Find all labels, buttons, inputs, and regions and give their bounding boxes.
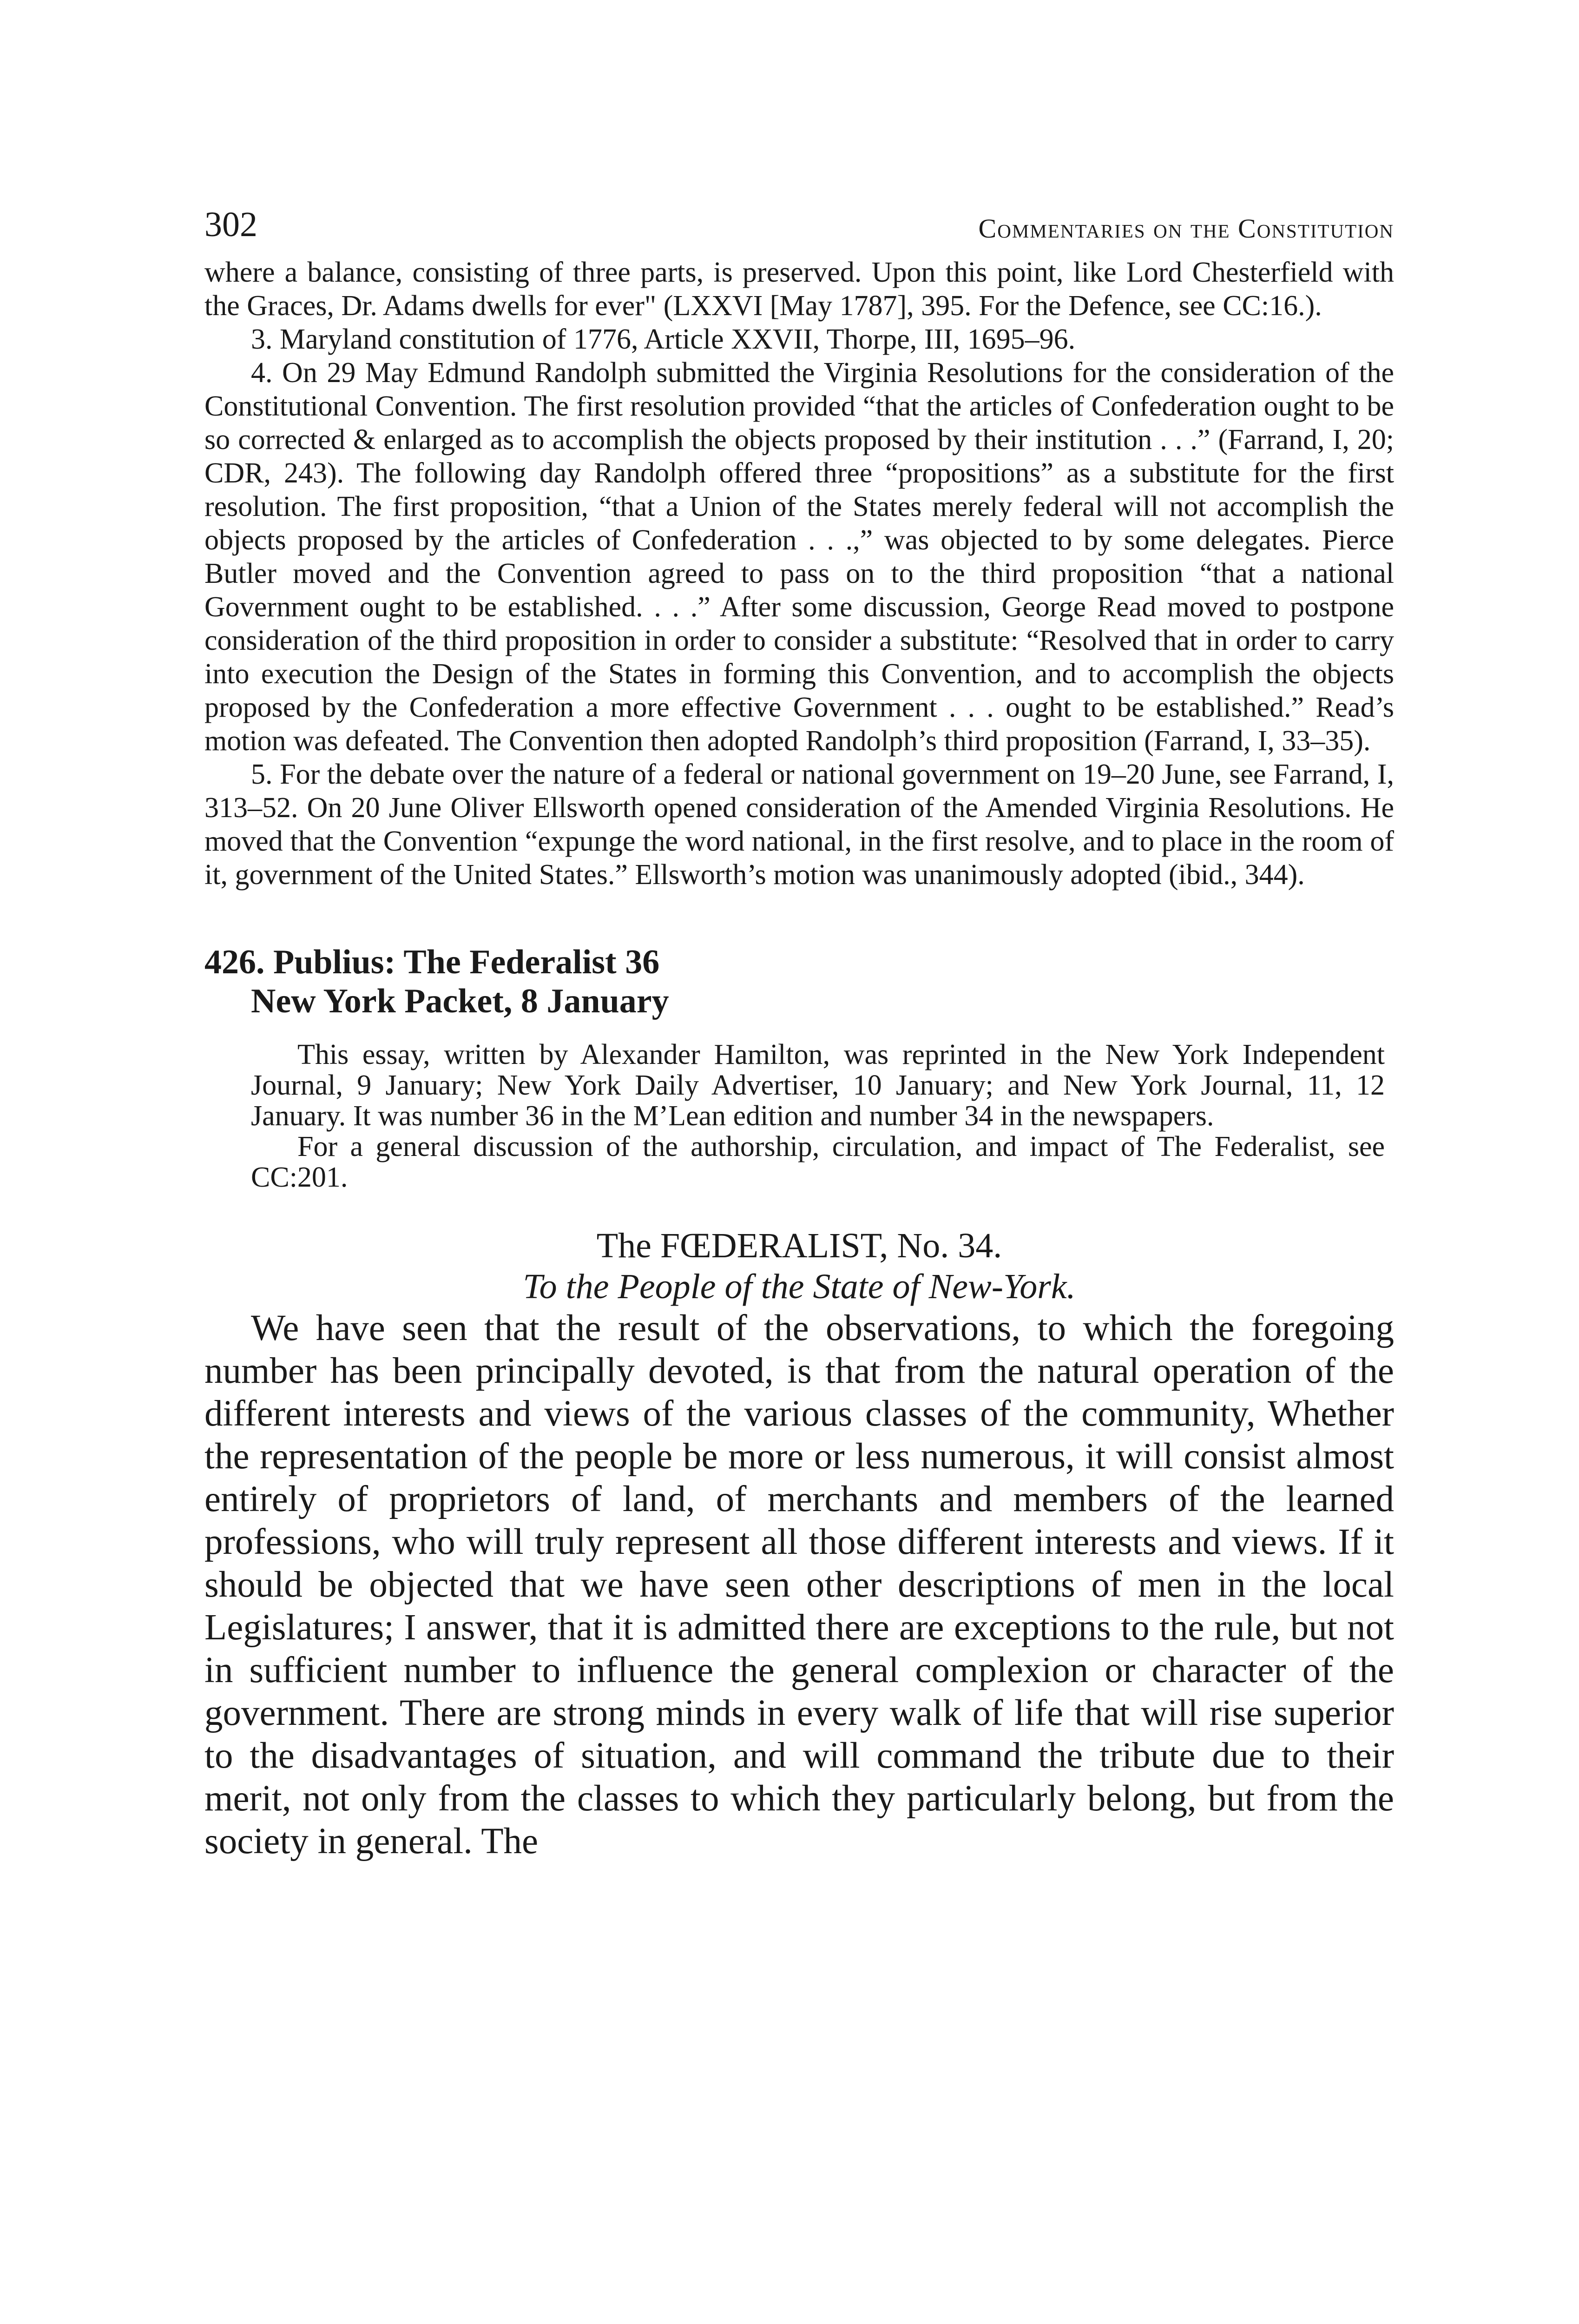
endnotes (204, 256, 1394, 891)
essay-heading-source: New York Packet, 8 January (251, 982, 669, 1020)
headnote-paragraph-2: For a general discussion of the authorship, circulation, and impact of The Federalist, see CC:201. (251, 1131, 1385, 1193)
note-4: 4. On 29 May Edmund Randolph submitted the Virginia Resolutions for the consideration of the Constitutional Convention. The first resolution provided “that the articles of Confederation ought to be so corrected & enlarged as to accomplish the objects proposed by their institution . . .” (Farrand, I, 20; CDR, 243). The following day Randolph offered three “propositions” as a substitute for the first resolution. The first proposition, “that a Union of the States merely federal will not accomplish the objects proposed by the articles of Confederation . . .,” was objected to by some delegates. Pierce Butler moved and the Convention agreed to pass on to the third proposition “that a national Government ought to be established. . . .” After some discussion, George Read moved to postpone consideration of the third proposition in order to consider a substitute: “Resolved that in order to carry into execution the Design of the States in forming this Convention, and to accomplish the objects proposed by the Confederation a more effective Government . . . ought to be established.” Read’s motion was defeated. The Convention then adopted Randolph’s third proposition (Farrand, I, 33–35). (204, 357, 1394, 757)
document-body: We have seen that the result of the observations, to which the foregoing number has been principally devoted, is that from the natural operation of the different interests and views of the various classes of the community, Whether the representation of the people be more or less numerous, it will consist almost entirely of proprietors of land, of merchants and members of the learned professions, who will truly represent all those different interests and views. If it should be objected that we have seen other descriptions of men in the local Legislatures; I answer, that it is admitted there are exceptions to the rule, but not in sufficient number to influence the general complexion or character of the government. There are strong minds in every walk of life that will rise superior to the disadvantages of situation, and will command the tribute due to their merit, not only from the classes to which they particularly belong, but from the society in general. The (204, 1308, 1394, 1862)
running-head (204, 205, 1394, 256)
book-page (204, 205, 1394, 1863)
essay-heading (204, 943, 1394, 1021)
editorial-headnote (204, 1039, 1394, 1193)
note-5: 5. For the debate over the nature of a federal or national government on 19–20 June, see Farrand, I, 313–52. On 20 June Oliver Ellsworth opened consideration of the Amended Virginia Resolutions. He moved that the Convention “expunge the word national, in the first resolve, and to place in the room of it, government of the United States.” Ellsworth’s motion was unanimously adopted (ibid., 344). (204, 759, 1394, 891)
document-salutation: To the People of the State of New-York. (523, 1267, 1076, 1306)
essay-heading-title: 426. Publius: The Federalist 36 (204, 943, 660, 981)
page-number: 302 (204, 205, 257, 244)
running-title: Commentaries on the Constitution (978, 213, 1394, 244)
document-title: The FŒDERALIST, No. 34. (596, 1226, 1002, 1265)
headnote-paragraph-1: This essay, written by Alexander Hamilton, was reprinted in the New York Independent Journal, 9 January; New York Daily Advertiser, 10 January; and New York Journal, 11, 12 January. It was number 36 in the M’Lean edition and number 34 in the newspapers. (251, 1039, 1385, 1132)
note-continuation: where a balance, consisting of three parts, is preserved. Upon this point, like Lord Chesterfield with the Graces, Dr. Adams dwells for ever" (LXXVI [May 1787], 395. For the Defence, see CC:16.). (204, 257, 1394, 322)
note-3: 3. Maryland constitution of 1776, Article XXVII, Thorpe, III, 1695–96. (251, 324, 1076, 355)
